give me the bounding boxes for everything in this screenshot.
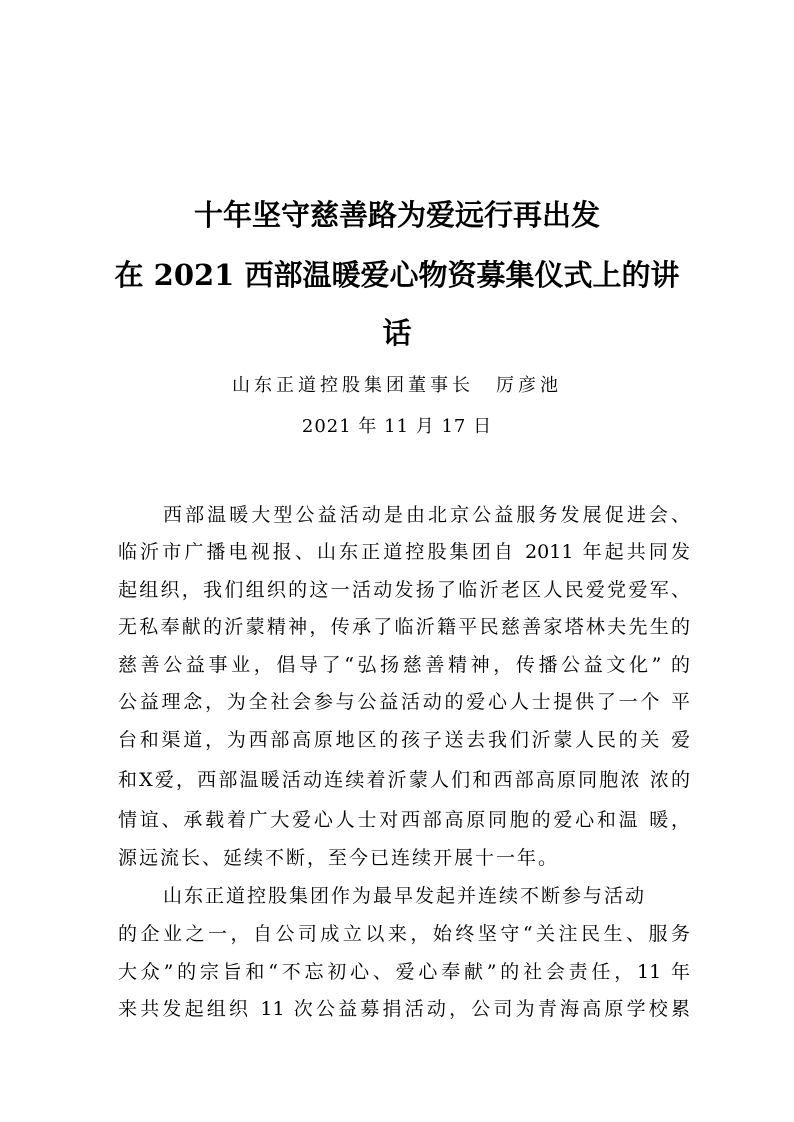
body-line: 台和渠道，为西部高原地区的孩子送去我们沂蒙人民的关 爱	[118, 729, 690, 751]
body-line: 山东正道控股集团作为最早发起并连续不断参与活动	[163, 885, 647, 907]
title-line-1: 十年坚守慈善路为爱远行再出发	[193, 198, 600, 232]
body-line: 源远流长、延续不断，至今已连续开展十一年。	[118, 847, 560, 869]
body-line: 情谊、承载着广大爱心人士对西部高原同胞的爱心和温 暖，	[118, 809, 690, 831]
body-line: 的企业之一，自公司成立以来，始终坚守“关注民生、服务	[118, 923, 690, 945]
body-line: 起组织，我们组织的这一活动发扬了临沂老区人民爱党爱军、	[118, 579, 690, 601]
title-line-2: 在 2021 西部温暖爱心物资募集仪式上的讲	[114, 258, 680, 292]
body-line: 临沂市广播电视报、山东正道控股集团自 2011 年起共同发	[118, 541, 690, 563]
body-line: 和X爱，西部温暖活动连续着沂蒙人们和西部高原同胞浓 浓的	[118, 769, 690, 791]
title-line-3: 话	[382, 316, 412, 350]
date: 2021 年 11 月 17 日	[301, 416, 493, 437]
body-line: 慈善公益事业，倡导了“弘扬慈善精神，传播公益文化” 的	[118, 654, 690, 676]
body-line: 大众”的宗旨和“不忘初心、爱心奉献”的社会责任，11 年	[118, 961, 690, 983]
author: 山东正道控股集团董事长 厉彦池	[232, 375, 562, 396]
body-line: 来共发起组织 11 次公益募捐活动，公司为青海高原学校累	[118, 998, 690, 1020]
body-line: 无私奉献的沂蒙精神，传承了临沂籍平民慈善家塔林夫先生的	[118, 616, 690, 638]
body-line: 公益理念，为全社会参与公益活动的爱心人士提供了一个 平	[118, 691, 690, 713]
body-line: 西部温暖大型公益活动是由北京公益服务发展促进会、	[163, 504, 690, 526]
